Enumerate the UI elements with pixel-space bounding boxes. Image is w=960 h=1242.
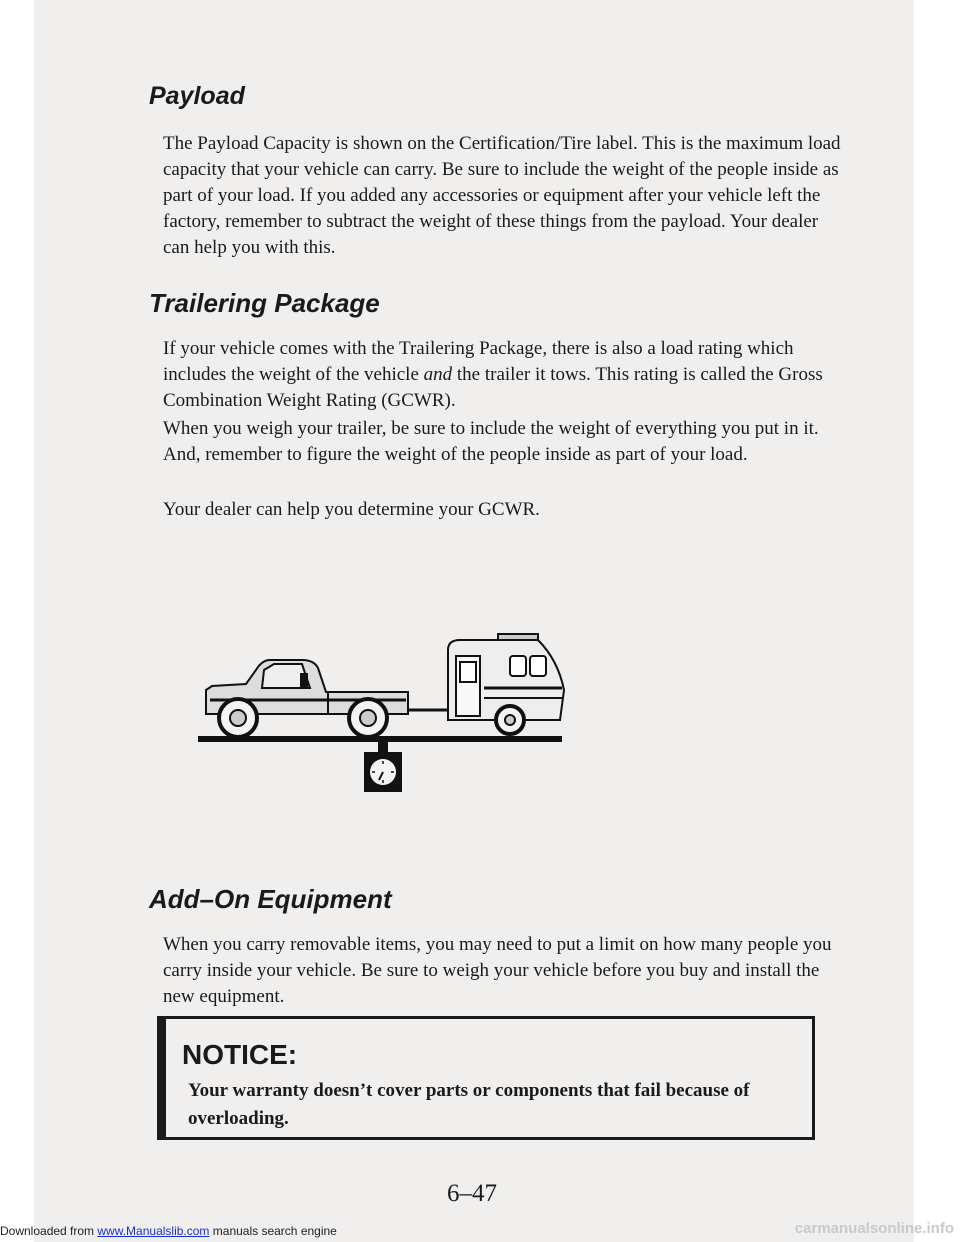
trailering-paragraph-2: When you weigh your trailer, be sure to include the weight of everything you put in it. And, remember to figure the weight of the people inside as part of your load. [163,418,819,465]
section-title-payload: Payload [149,82,245,110]
scale-platform [198,736,562,742]
scale-dial-icon [364,752,402,792]
notice-box [157,1016,815,1140]
manualslib-link[interactable]: www.Manualslib.com [97,1224,210,1238]
emphasis-and: and [423,364,453,385]
pickup-truck-illustration [206,660,448,737]
truck-trailer-scale-illustration [198,630,566,798]
watermark-text: carmanualsonline.info [794,1220,954,1237]
page-number: 6–47 [447,1180,497,1207]
payload-paragraph: The Payload Capacity is shown on the Certification/Tire label. This is the maximum load capacity that your vehicle can carry. Be sure to include the weight of the people inside as part of your load. If you added any accessories or equipment after your vehicle left the factory, remember to subtract the weight of these things from the payload. Your dealer can help you with this. [163,133,841,258]
section-title-trailering: Trailering Package [149,288,380,318]
notice-text: Your warranty doesn’t cover parts or components that fail because of overloading. [188,1080,750,1129]
camper-trailer-illustration [448,634,564,734]
notice-title: NOTICE: [182,1039,298,1070]
download-footer: Downloaded from www.Manualslib.com manuals search engine [0,1224,337,1238]
section-title-addon-equipment: Add–On Equipment [149,884,392,914]
addon-paragraph: When you carry removable items, you may need to put a limit on how many people you carry inside your vehicle. Be sure to weigh your vehicle before you buy and install the new equipment. [163,934,832,1007]
trailering-paragraph-3: Your dealer can help you determine your GCWR. [163,499,540,520]
trailering-paragraph-1: If your vehicle comes with the Trailering Package, there is also a load rating which includes the weight of the vehicle and the trailer it tows. This rating is called the Gross Combination Weight Rating (GCWR). [163,338,823,411]
